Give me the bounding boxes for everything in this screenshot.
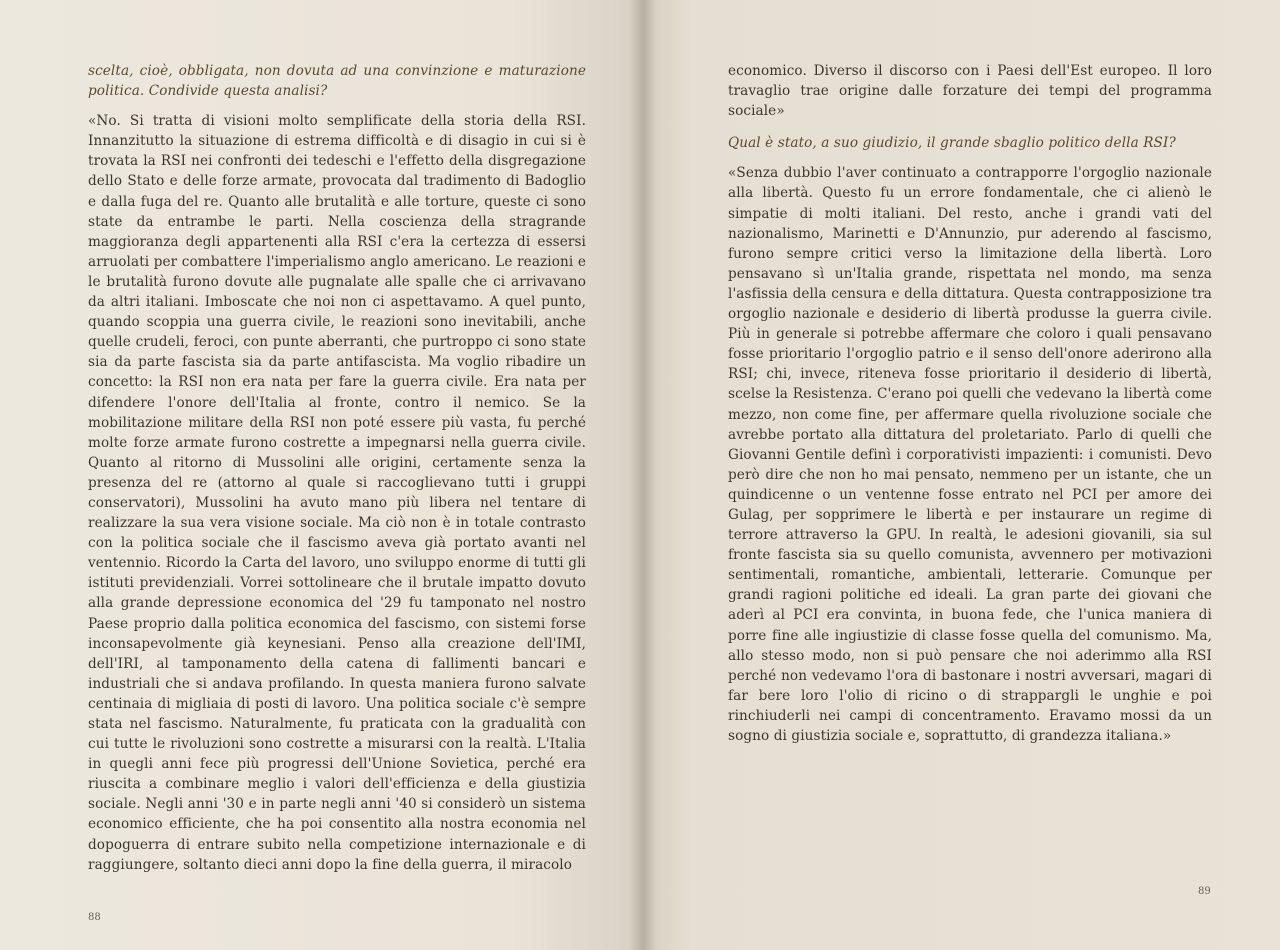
answer-end-paragraph: economico. Diverso il discorso con i Paesi dell'Est europeo. Il loro travaglio trae origine dalle forzature dei tempi del programma sociale»: [728, 63, 1212, 120]
answer-paragraph: «No. Si tratta di visioni molto semplificate della storia della RSI. Innanzitutto la situazione di estrema difficoltà e di disagio in cui si è trovata la RSI nei confronti dei tedeschi e l'effetto della disgregazione dello Stato e delle forze armate, provocata dal tradimento di Badoglio e dalla fuga del re. Quanto alle brutalità e alle torture, queste ci sono state da entrambe le parti. Nella coscienza della stragrande maggioranza degli appartenenti alla RSI c'era la certezza di essersi arruolati per combattere l'imperialismo anglo americano. Le reazioni e le brutalità furono dovute alle pugnalate alle spalle che ci arrivavano da altri italiani. Imboscate che noi non ci aspettavamo. A quel punto, quando scoppia una guerra civile, le reazioni sono inevitabili, anche quelle crudeli, feroci, con punte aberranti, che purtroppo ci sono state sia da parte fascista sia da parte antifascista. Ma voglio ribadire un concetto: la RSI non era nata per fare la guerra civile. Era nata per difendere l'onore dell'Italia al fronte, contro il nemico. Se la mobilitazione militare della RSI non poté essere più vasta, fu perché molte forze armate furono costrette a impegnarsi nella guerra civile. Quanto al ritorno di Mussolini alle origini, certamente senza la presenza del re (attorno al quale si raccoglievano tutti i gruppi conservatori), Mussolini ha avuto mano più libera nel tentare di realizzare la sua vera visione sociale. Ma ciò non è in totale contrasto con la politica sociale che il fascismo aveva già portato avanti nel ventennio. Ricordo la Carta del lavoro, uno sviluppo enorme di tutti gli istituti previdenziali. Vorrei sottolineare che il brutale impatto dovuto alla grande depressione economica del '29 fu tamponato nel nostro Paese proprio dalla politica economica del fascismo, con sistemi forse inconsapevolmente già keynesiani. Penso alla creazione dell'IMI, dell'IRI, al tamponamento della catena di fallimenti bancari e industriali che si andava profilando. In questa maniera furono salvate centinaia di migliaia di posti di lavoro. Una politica sociale c'è sempre stata nel fascismo. Naturalmente, fu praticata con la gradualità con cui tutte le rivoluzioni sono costrette a misurarsi con la realtà. L'Italia in quegli anni fece più progressi dell'Unione Sovietica, perché era riuscita a combinare meglio i valori dell'efficienza e della giustizia sociale. Negli anni '30 e in parte negli anni '40 si considerò un sistema economico efficiente, che ha poi consentito alla nostra economia nel dopoguerra di entrare subito nella competizione internazionale e di raggiungere, soltanto dieci anni dopo la fine della guerra, il miracolo: [88, 113, 586, 873]
question-intro: scelta, cioè, obbligata, non dovuta ad una convinzione e maturazione politica. Condivide questa analisi?: [88, 63, 586, 100]
book-gutter: [628, 0, 656, 950]
page-number-left: 88: [88, 912, 101, 923]
page-number-right: 89: [1198, 886, 1211, 897]
answer-paragraph: «Senza dubbio l'aver continuato a contrapporre l'orgoglio nazionale alla libertà. Questo fu un errore fondamentale, che ci alienò le simpatie di molti italiani. Del resto, anche i grandi vati del nazionalismo, Marinetti e D'Annunzio, pur aderendo al fascismo, furono sempre critici verso la limitazione della libertà. Loro pensavano sì un'Italia grande, rispettata nel mondo, ma senza l'asfissia della censura e della dittatura. Questa contrapposizione tra orgoglio nazionale e desiderio di libertà produsse la guerra civile. Più in generale si potrebbe affermare che coloro i quali pensavano fosse prioritario l'orgoglio patrio e il senso dell'onore aderirono alla RSI; chi, invece, riteneva fosse prioritario il desiderio di libertà, scelse la Resistenza. C'erano poi quelli che vedevano la libertà come mezzo, non come fine, per affermare quella rivoluzione sociale che avrebbe portato alla dittatura del proletariato. Parlo di quelli che Giovanni Gentile definì i corporativisti impazienti: i comunisti. Devo però dire che non ho mai pensato, nemmeno per un istante, che un quindicenne o un ventenne fosse entrato nel PCI per amore dei Gulag, per sopprimere le libertà e per instaurare un regime di terrore attraverso la GPU. In realtà, le adesioni giovanili, sia sul fronte fascista sia su quello comunista, avvennero per motivazioni sentimentali, romantiche, ambientali, letterarie. Comunque per grandi ragioni politiche ed ideali. La gran parte dei giovani che aderì al PCI era convinta, in buona fede, che l'unica maniera di porre fine alle ingiustizie di classe fosse quella del comunismo. Ma, allo stesso modo, non si può pensare che noi aderimmo alla RSI perché non vedevamo l'ora di bastonare i nostri avversari, magari di far bere loro l'olio di ricino o di strappargli le unghie e poi rinchiuderli nei campi di concentramento. Eravamo mossi da un sogno di giustizia sociale e, soprattutto, di grandezza italiana.»: [728, 165, 1212, 744]
question: Qual è stato, a suo giudizio, il grande sbaglio politico della RSI?: [728, 135, 1176, 152]
right-page-text: [728, 61, 1212, 758]
left-page-text: [88, 61, 586, 887]
